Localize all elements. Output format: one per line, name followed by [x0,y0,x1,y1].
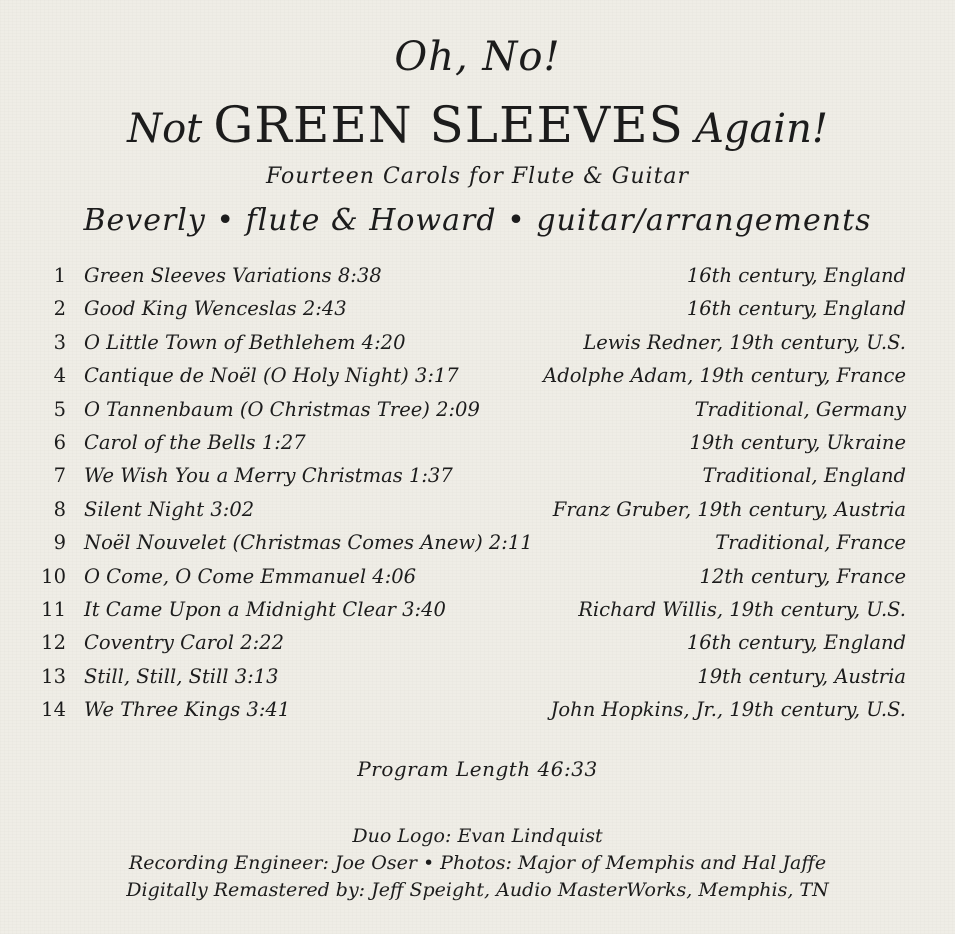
title-main: GREEN SLEEVES [213,96,684,154]
track-number: 10 [41,564,66,588]
track-origin: Traditional, Germany [694,397,906,421]
track-row [40,665,906,698]
track-origin: 16th century, England [686,631,906,655]
track-title: We Wish You a Merry Christmas 1:37 [84,464,453,488]
credit-recording: Recording Engineer: Joe Oser • Photos: Major of Memphis and Hal Jaffe [128,852,827,874]
title-prefix: Not [127,106,203,152]
credit-logo: Duo Logo: Evan Lindquist [352,825,603,847]
track-row [40,398,906,431]
track-row [40,264,906,297]
track-origin: 12th century, France [699,564,906,588]
track-origin: Traditional, England [702,464,906,488]
track-number: 13 [41,664,66,688]
track-origin: 16th century, England [686,264,906,287]
track-title: Carol of the Bells 1:27 [84,430,306,454]
track-title: Still, Still, Still 3:13 [84,664,279,688]
track-number: 6 [53,430,66,454]
track-title: It Came Upon a Midnight Clear 3:40 [84,597,446,621]
track-origin: 19th century, Austria [697,664,906,688]
track-origin: Richard Willis, 19th century, U.S. [578,597,906,621]
track-title: We Three Kings 3:41 [84,698,291,722]
track-number: 8 [53,497,66,521]
track-list [40,264,906,731]
track-origin: Lewis Redner, 19th century, U.S. [583,330,906,354]
track-number: 5 [53,397,66,421]
track-origin: Traditional, France [715,531,906,555]
track-title: Coventry Carol 2:22 [84,631,284,655]
track-title: O Tannenbaum (O Christmas Tree) 2:09 [84,397,480,421]
performers: Beverly • flute & Howard • guitar/arrangements [83,203,872,238]
title-line-2 [0,96,955,154]
program-length: Program Length 46:33 [357,757,598,781]
track-number: 14 [41,698,66,722]
title-line-1: Oh, No! [394,34,561,80]
track-number: 7 [53,464,66,488]
credits [0,823,955,904]
track-number: 3 [53,330,66,354]
track-title: Cantique de Noël (O Holy Night) 3:17 [84,364,459,388]
track-number: 1 [53,264,66,287]
track-title: O Come, O Come Emmanuel 4:06 [84,564,417,588]
track-row [40,498,906,531]
credit-remaster: Digitally Remastered by: Jeff Speight, Audio MasterWorks, Memphis, TN [126,879,829,901]
track-row [40,531,906,564]
track-title: O Little Town of Bethlehem 4:20 [84,330,406,354]
track-row [40,331,906,364]
track-title: Good King Wenceslas 2:43 [84,297,347,321]
subtitle: Fourteen Carols for Flute & Guitar [265,164,690,189]
track-row [40,364,906,397]
track-row [40,698,906,731]
track-number: 12 [41,631,66,655]
track-number: 9 [53,531,66,555]
track-row [40,598,906,631]
track-origin: 16th century, England [686,297,906,321]
track-row [40,464,906,497]
track-number: 4 [53,364,66,388]
track-row [40,297,906,330]
track-origin: Adolphe Adam, 19th century, France [543,364,906,388]
track-origin: 19th century, Ukraine [689,430,906,454]
track-row [40,431,906,464]
track-title: Green Sleeves Variations 8:38 [84,264,382,287]
track-title: Silent Night 3:02 [84,497,255,521]
track-number: 2 [53,297,66,321]
track-origin: John Hopkins, Jr., 19th century, U.S. [550,698,906,722]
title-suffix: Again! [694,106,828,152]
track-origin: Franz Gruber, 19th century, Austria [552,497,906,521]
track-number: 11 [41,597,66,621]
track-row [40,631,906,664]
track-title: Noël Nouvelet (Christmas Comes Anew) 2:11 [84,531,533,555]
track-row [40,565,906,598]
